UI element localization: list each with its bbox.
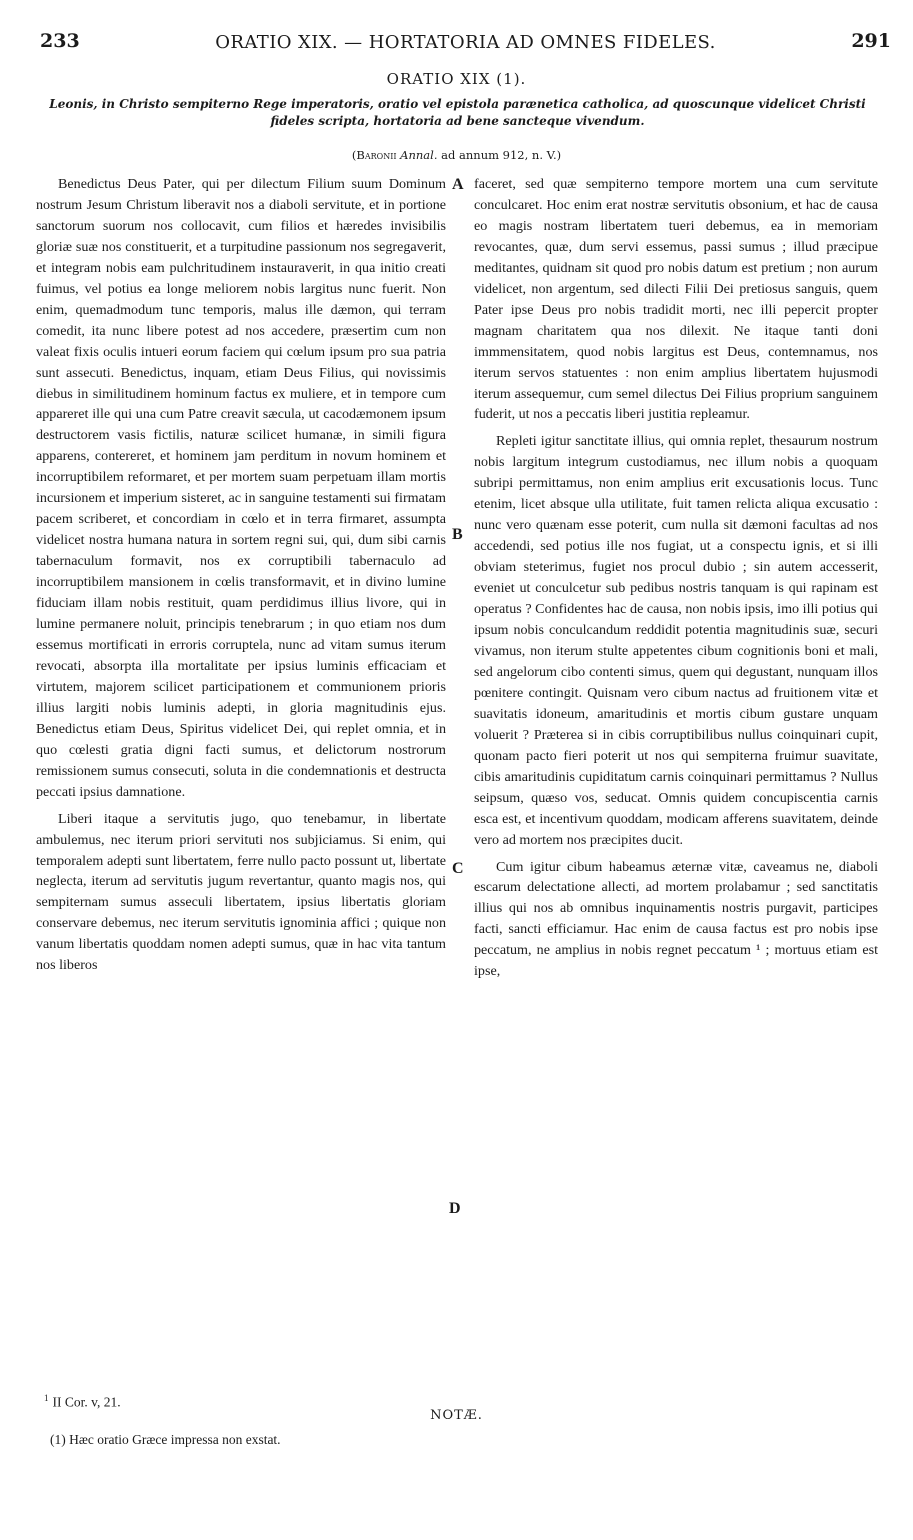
right-paragraph-2: Repleti igitur sanctitate illius, qui omnia replet, thesaurum nostrum nobis largitum integrum custodiamus, nec illum nobis a quoquam subripi permittamus, non enim amplius erit excusationis locus. Tunc etenim, licet absque ulla utilitate, fuit tamen relicta aliqua excusatio : nunc vero quænam esse poterit, cum nulla sit dæmoni facultas ad nos accedendi, sed potius ille nos fugiat, ut a conspectu ignis, et si illi obviam steterimus, fugiet nos procul dubio ; sin autem accesserit, eveniet ut conculcetur sub pedibus nostris tanquam is qui rapinam est operatus ? Confidentes hac de causa, non nobis ipsis, imo illi potius qui ipsum nobis conculcandum reddidit potentia magnitudinis suæ, securi vivamus, non iterum stulte appetentes cibum cognitionis boni et mali, sed angelorum cibo contenti simus, quem qui degustant, nunquam illos pœnitere contingit. Quisnam vero cibum nactus ad fruitionem vitæ et suavitatis idoneum, amaritudinis et mortis cibum gustare unquam voluerit ? Præterea si in cibis corruptibilibus nullus coinquinari cupit, quonam pacto fieri poterit ut nos qui sempiterna fruimur suavitate, cibis amaritudinis cupiditatum carnis coinquinari permittamus ? Nullus seipsum, quæso vos, seducat. Omnis quidem concupiscentia carnis esca est, et incentivum quoddam, modicam afferens suavitatem, deinde vero ad mortem nos præcipites ducit. <box>474 433 878 848</box>
source-author: Baronii <box>356 148 397 162</box>
page-number-left: 233 <box>40 30 80 52</box>
source-work: Annal. <box>396 148 438 162</box>
margin-marker-a: A <box>452 176 464 193</box>
oration-title: ORATIO XIX (1). <box>386 70 527 88</box>
oration-subtitle: Leonis, in Christo sempiterno Rege imperatoris, oratio vel epistola parænetica catholica, ad quoscunque videlicet Christi fideles scripta, hortatoria ad bene sancteque vivendum. <box>49 97 866 128</box>
running-title: ORATIO XIX. — HORTATORIA AD OMNES FIDELES. <box>215 32 716 53</box>
notes-heading: NOTÆ. <box>430 1408 483 1423</box>
left-paragraph-2: Liberi itaque a servitutis jugo, quo tenebamur, in libertate ambulemus, nec iterum priori servituti nos subjiciamus. Si enim, qui temporalem adepti sunt libertatem, ferre nullo pacto possunt ut, libertate neglecta, iterum ad servitutis jugum revertantur, quanto magis nos, qui sempiternam sumus asseculi libertatem, ipsius libertatis gloriam conservare debemus, nec iterum servitutis ignominia affici ; quique non vanum libertatis quoddam nomen adepti sumus, quæ in hac vita tantum nos liberos <box>36 810 446 974</box>
note-text: (1) Hæc oratio Græce impressa non exstat. <box>50 1432 281 1447</box>
source-citation <box>0 148 913 162</box>
left-paragraph-1: Benedictus Deus Pater, qui per dilectum Filium suum Dominum nostrum Jesum Christum liberavit nos a diaboli servitute, et in portione sanctorum suorum nos collocavit, cum filios et hæredes invisibilis gloriæ suæ nos constituerit, et a turpitudine passionum nos segregaverit, et integram nobis eam pulchritudinem instauraverit, in qua initio creati fuimus, vel potius ea longe meliorem nobis largitus nunc fuerit. Non enim, quemadmodum tunc temporis, malus ille dæmon, qui terram comedit, ita nunc libere potest ad nos accedere, præsertim cum non valeat fixis oculis intueri eorum faciem qui cœlum ipsum pro sua patria sunt assecuti. Benedictus, inquam, etiam Deus Filius, qui novissimis diebus in similitudinem hominum factus ex muliere, et in tempore cum appareret ille qui una cum Patre creavit sæcula, ut cacodæmonem ipsum destructorem vasis fictilis, naturæ scilicet humanæ, in simili figura apparens, contereret, et hominem jam perditum in novum hominem et incorruptibilem reformaret, et per mortem suam perpetuam illam mortis incursionem et imperium sisteret, ac in sanguine testamenti sui firmatam pacem scriberet, et concordiam in cœlo et in terra firmaret, assumpta videlicet nostra humana natura in sortem regni sui, qui, dum sibi carnis tabernaculum formavit, nos ex corruptibili tabernaculo ad incorruptibilem mansionem in cœlis transformavit, et in divino lumine fiduciam illam nobis restituit, quam perdidimus illius livore, qui in lumine permanere noluit, principis tenebrarum ; in quo etiam nos dum essemus mortificati in erroris corruptela, nunc ad vitam sumus iterum revocati, absorpta illa mortalitate per ipsius luminis efficaciam et virtutem, majorem scilicet participationem et communionem prioris illius largiti nobis luminis adepti, in gloria magnitudinis ejus. Benedictus etiam Deus, Spiritus videlicet Dei, qui replet omnia, et in quo cœlesti gratia digni facti sumus, et delictorum nostrorum remissionem sumus consecuti, soluta in die condemnationis et destructa peccati ipsius damnatione. <box>36 176 446 800</box>
right-paragraph-3: Cum igitur cibum habeamus æternæ vitæ, caveamus ne, diaboli escarum delectatione allecti, ad mortem prolabamur ; sed sanctitatis illius qui nos ab omnibus inquinamentis nostris purgavit, participes facti, sancti efficiamur. Hac enim de causa factus est pro nobis ipse peccatum, ne amplius in nobis regnet peccatum ¹ ; mortuus etiam est ipse, <box>474 858 878 980</box>
source-rest: ad annum 912, n. V.) <box>437 148 562 162</box>
margin-marker-b: B <box>452 526 463 543</box>
page-number-right: 291 <box>851 30 891 52</box>
footnote-text: II Cor. v, 21. <box>52 1394 121 1410</box>
right-column <box>474 174 878 988</box>
footnote-mark: 1 <box>44 1393 49 1403</box>
margin-marker-c: C <box>452 860 464 877</box>
left-column <box>36 174 446 982</box>
margin-marker-d: D <box>449 1200 461 1217</box>
source-open: ( <box>351 148 357 162</box>
right-paragraph-1: faceret, sed quæ sempiterno tempore mortem una cum servitute conculcaret. Hoc enim erat nostræ servitutis obsonium, et hac de causa eo magis nostram libertatem tueri debemus, ea in memoriam revocantes, quæ, dum servi essemus, passi sumus ; illud præcipue meditantes, quidnam sit quod pro nobis datum est pretium ; non aurum videlicet, non argentum, sed dilecti Filii Dei pretiosus sanguis, quem Pater ipse Deus pro nobis tradidit morti, nec illi pepercit propter magnam charitatem qua nos dilexit. Ne itaque tanti doni immmensitatem, quod nobis largitus est Deus, contemnamus, nos iterum servos statuentes : non enim amplius libertatem hujusmodi iterum assequemur, cum semel dilectus Dei Filius proprium sanguinem fuderit, ut nos a peccatis liberi justitia repleamur. <box>474 176 878 423</box>
running-head <box>40 30 891 60</box>
